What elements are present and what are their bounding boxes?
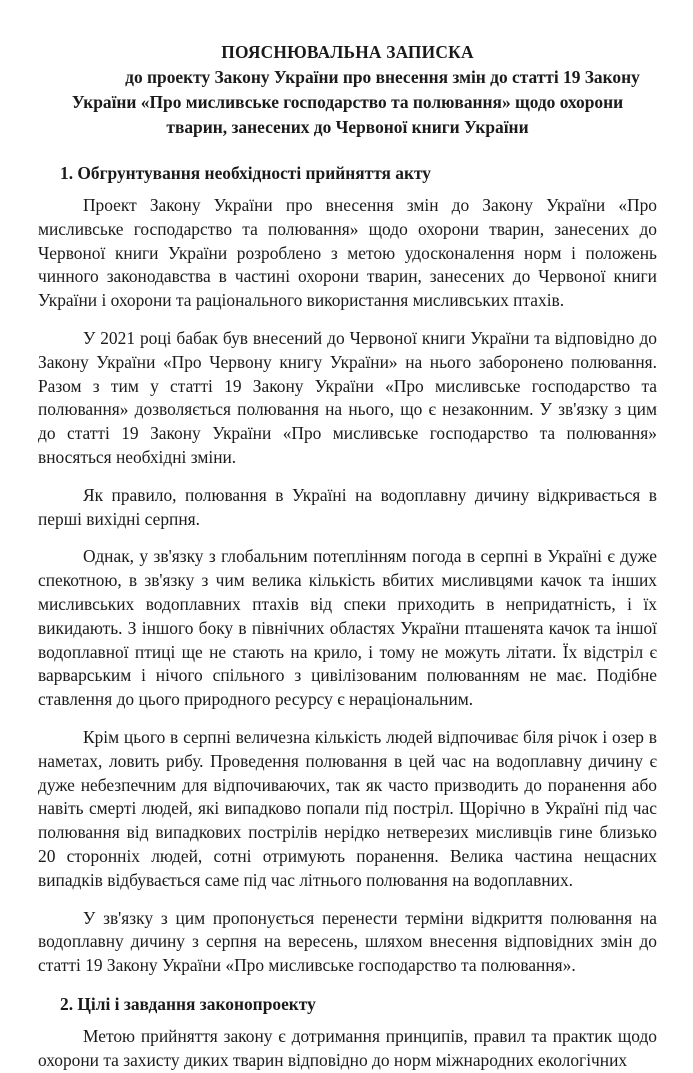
paragraph: У зв'язку з цим пропонується перенести терміни відкриття полювання на водоплавну дичину з серпня на вересень, шляхом внесення відповідних змін до статті 19 Закону України «Про мисливське господарство та полювання».	[38, 907, 657, 976]
paragraph: Як правило, полювання в Україні на водоплавну дичину відкривається в перші вихідні серпня.	[38, 484, 657, 529]
document-subtitle-line: України «Про мисливське господарство та полювання» щодо охорони	[71, 92, 624, 112]
paragraph: У 2021 році бабак був внесений до Червоної книги України та відповідно до Закону України «Про Червону книгу України» на нього заборонено полювання. Разом з тим у статті 19 Закону України «Про мисливське господарство та полювання» дозволяється полювання на нього, що є незаконним. У зв'язку з цим до статті 19 Закону України «Про мисливське господарство та полювання» вносяться необхідні зміни.	[38, 327, 657, 467]
document-subtitle-line: тварин, занесених до Червоної книги України	[166, 117, 529, 137]
paragraph: Проект Закону України про внесення змін до Закону України «Про мисливське господарство та полювання» щодо охорони тварин, занесених до Червоної книги України розроблено з метою удосконалення норм і положень чинного законодавства в частині охорони тварин, занесених до Червоної книги України і охорони та раціонального використання мисливських птахів.	[38, 195, 657, 311]
document-header	[38, 40, 657, 140]
paragraph: Крім цього в серпні величезна кількість людей відпочиває біля річок і озер в наметах, ловить рибу. Проведення полювання в цей час на водоплавну дичину є дуже небезпечним для відпочиваючих, так як часто призводить до поранення або навіть смерті людей, які випадково попали під постріл. Щорічно в Україні під час полювання від випадкових пострілів нерідко нетверезих мисливців гине близько 20 сторонніх людей, сотні отримують поранення. Велика частина нещасних випадків відбувається саме під час літнього полювання на водоплавних.	[38, 726, 657, 890]
paragraph: Однак, у зв'язку з глобальним потеплінням погода в серпні в Україні є дуже спекотною, в зв'язку з чим велика кількість вбитих мисливцями качок та інших мисливських водоплавних птахів від спеки приходить в непридатність, і їх викидають. З іншого боку в північних областях України пташенята качок та іншої водоплавної птиці ще не стають на крило, і тому не можуть літати. Їх відстріл є варварським і нічого спільного з цивілізованим полюванням не має. Подібне ставлення до цього природного ресурсу є нераціональним.	[38, 546, 657, 710]
paragraph: Метою прийняття закону є дотримання принципів, правил та практик щодо охорони та захисту диких тварин відповідно до норм міжнародних екологічних	[38, 1025, 657, 1070]
document-title: ПОЯСНЮВАЛЬНА ЗАПИСКА	[221, 42, 474, 62]
document-subtitle-line: до проекту Закону України про внесення змін до статті 19 Закону	[125, 67, 640, 87]
section-heading-2: 2. Цілі і завдання законопроекту	[60, 993, 316, 1014]
section-heading-1: 1. Обгрунтування необхідності прийняття акту	[60, 163, 432, 183]
